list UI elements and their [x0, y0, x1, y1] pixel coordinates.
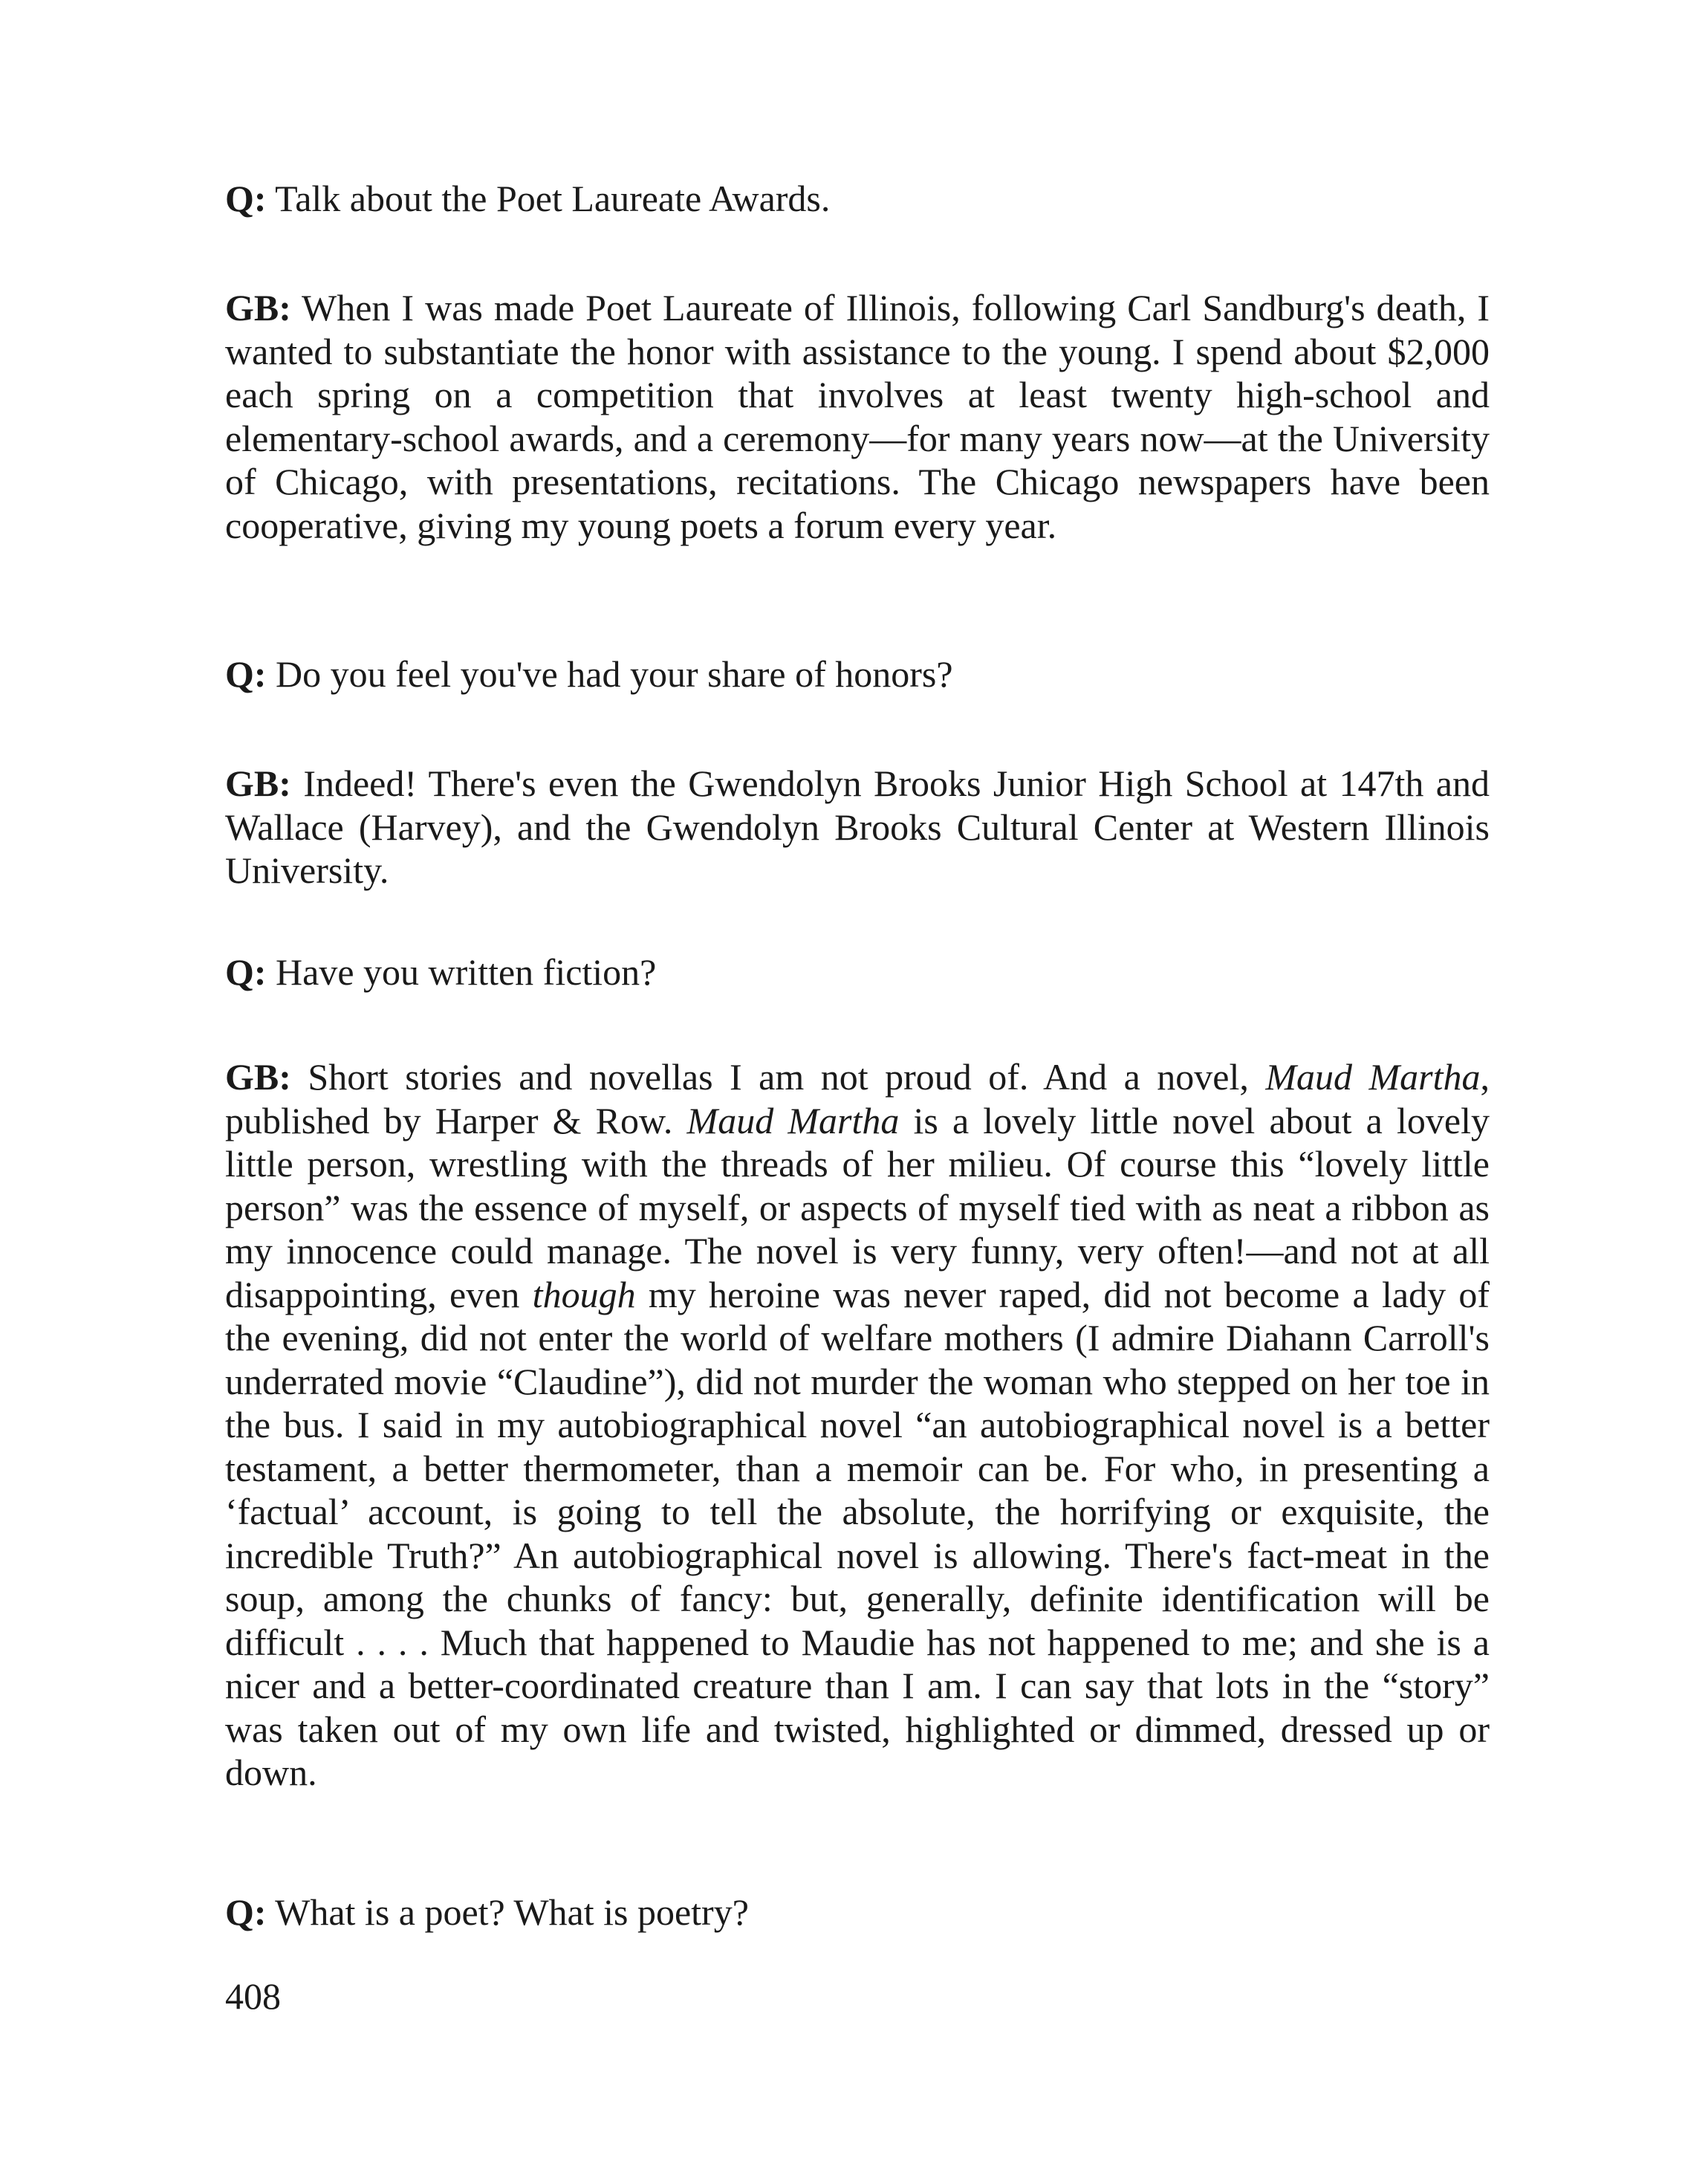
speaker-label: Q:: [225, 1891, 267, 1933]
question-paragraph: [225, 950, 656, 994]
question-paragraph: [225, 177, 830, 221]
answer-text: , published by Harper & Row.: [225, 1056, 1490, 1141]
question-paragraph: [225, 652, 953, 696]
answer-paragraph: [225, 1055, 1490, 1795]
speaker-label: GB:: [225, 762, 291, 804]
speaker-label: Q:: [225, 951, 267, 993]
answer-paragraph: [225, 286, 1490, 547]
answer-paragraph: [225, 762, 1490, 893]
book-title-italic: Maud Martha: [1265, 1056, 1481, 1098]
book-title-italic: Maud Martha: [686, 1099, 900, 1141]
emphasis-italic: though: [532, 1273, 636, 1315]
question-text: Talk about the Poet Laureate Awards.: [275, 178, 831, 219]
speaker-label: Q:: [225, 178, 267, 219]
answer-text: is a lovely little novel about a lovely little person, wrestling with the threads of her milieu. Of course this “lovely little person” was the essence of myself, or aspects of myself tied with as neat a ribbon as my innocence could manage. The novel is very funny, very often!—and not at all disappointing, even: [225, 1099, 1490, 1315]
question-text: What is a poet? What is poetry?: [275, 1891, 749, 1933]
question-text: Do you feel you've had your share of honors?: [276, 653, 953, 695]
question-paragraph: [225, 1891, 749, 1934]
answer-text: When I was made Poet Laureate of Illinois, following Carl Sandburg's death, I wanted to substantiate the honor with assistance to the young. I spend about $2,000 each spring on a competition that involves at least twenty high-school and elementary-school awards, and a ceremony—for many years now—at the University of Chicago, with presentations, recitations. The Chicago newspapers have been cooperative, giving my young poets a forum every year.: [225, 287, 1490, 546]
speaker-label: GB:: [225, 1056, 291, 1098]
answer-text: Short stories and novellas I am not proud of. And a novel,: [308, 1056, 1266, 1098]
page-number: 408: [225, 1975, 281, 2017]
answer-text: Indeed! There's even the Gwendolyn Brooks Junior High School at 147th and Wallace (Harvey), and the Gwendolyn Brooks Cultural Center at Western Illinois University.: [225, 762, 1490, 891]
answer-text: my heroine was never raped, did not become a lady of the evening, did not enter the world of welfare mothers (I admire Diahann Carroll's underrated movie “Claudine”), did not murder the woman who stepped on her toe in the bus. I said in my autobiographical novel “an autobiographical novel is a better testament, a better thermometer, than a memoir can be. For who, in presenting a ‘factual’ account, is going to tell the absolute, the horrifying or exquisite, the incredible Truth?” An autobiographical novel is allowing. There's fact-meat in the soup, among the chunks of fancy: but, generally, definite identification will be difficult . . . . Much that happened to Maudie has not happened to me; and she is a nicer and a better-coordinated creature than I am. I can say that lots in the “story” was taken out of my own life and twisted, highlighted or dimmed, dressed up or down.: [225, 1273, 1490, 1793]
speaker-label: Q:: [225, 653, 267, 695]
speaker-label: GB:: [225, 287, 291, 328]
question-text: Have you written fiction?: [276, 951, 657, 993]
